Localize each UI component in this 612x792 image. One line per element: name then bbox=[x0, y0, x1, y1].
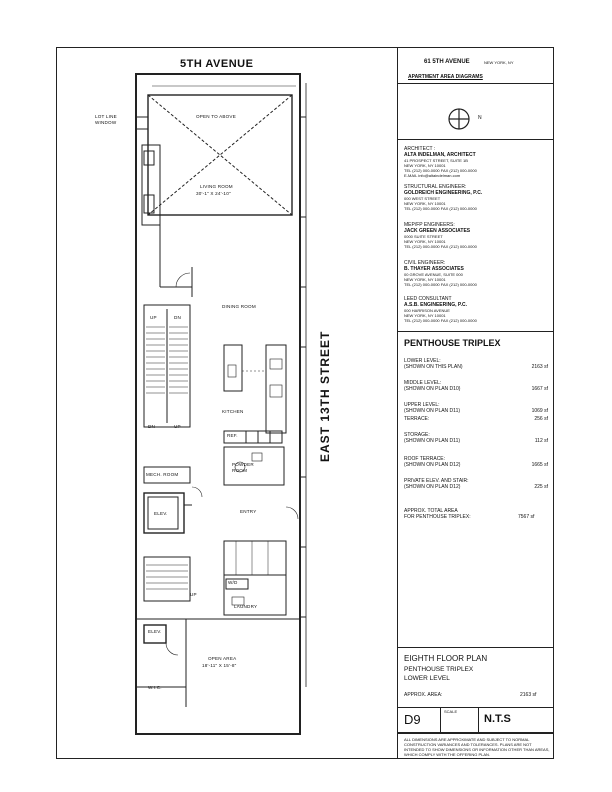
approx-area-label: APPROX. AREA: bbox=[404, 692, 443, 698]
kitchen-label: KITCHEN bbox=[222, 409, 244, 414]
stair-up-label-3: UP bbox=[190, 592, 197, 597]
consultant-structural: STRUCTURAL ENGINEER: GOLDREICH ENGINEERING, P.C. 000 WEST STREET NEW YORK, NY 10001 TEL (212) 000-0000 FAX (212) 000-0000 bbox=[404, 184, 483, 211]
total-area-value: 7567 sf bbox=[518, 514, 535, 520]
wd-label: W/D bbox=[228, 580, 238, 585]
stair-dn-label: DN bbox=[174, 315, 182, 320]
divider bbox=[440, 707, 441, 733]
north-label: N bbox=[478, 115, 482, 121]
stair-up-label: UP bbox=[150, 315, 157, 320]
floor-plan bbox=[56, 47, 397, 759]
open-area-dims: 18'-11" X 15'-8" bbox=[202, 663, 237, 668]
open-to-above-label: OPEN TO ABOVE bbox=[196, 114, 236, 119]
area-row: ROOF TERRACE: (SHOWN ON PLAN D12) 1665 sf bbox=[404, 456, 548, 468]
laundry-label: LAUNDRY bbox=[234, 604, 258, 609]
ref-label: REF. bbox=[227, 433, 238, 438]
mech-room-label: MECH. ROOM bbox=[146, 472, 179, 477]
sheet-subtitle: APARTMENT AREA DIAGRAMS bbox=[408, 74, 483, 80]
approx-area-value: 2163 sf bbox=[520, 692, 537, 698]
elevator-2-label: ELEV. bbox=[148, 629, 162, 634]
consultant-architect: ARCHITECT : ALTA INDELMAN, ARCHITECT 41 PROSPECT STREET, SUITE 1B NEW YORK, NY 10001 TEL (212) 000-0000 FAX (212) 000-0000 E-MAIL info@altaindelman.com bbox=[404, 146, 477, 178]
living-room-dims: 30'-1" X 24'-10" bbox=[196, 191, 231, 196]
scale-label: SCALE bbox=[444, 709, 458, 714]
wic-label: W.I.C. bbox=[148, 685, 162, 690]
elevator-label: ELEV. bbox=[154, 511, 168, 516]
floor-plan-title: EIGHTH FLOOR PLAN bbox=[404, 654, 488, 663]
consultant-mep: MEP/FP ENGINEERS: JACK GREEN ASSOCIATES 0000 SUITE STREET NEW YORK, NY 10001 TEL (212) 000-0000 FAX (212) 000-0000 bbox=[404, 222, 477, 249]
area-row: MIDDLE LEVEL: (SHOWN ON PLAN D10) 1667 sf bbox=[404, 380, 548, 392]
area-row: STORAGE: (SHOWN ON PLAN D11) 112 sf bbox=[404, 432, 548, 444]
project-name: 61 5TH AVENUE bbox=[424, 59, 470, 65]
area-row: PRIVATE ELEV. AND STAIR: (SHOWN ON PLAN D12) 225 sf bbox=[404, 478, 548, 490]
lot-line-window-label: LOT LINE WINDOW bbox=[95, 114, 117, 125]
area-row: UPPER LEVEL: (SHOWN ON PLAN D11) 1069 sf bbox=[404, 402, 548, 414]
consultant-leed: LEED CONSULTANT A.S.B. ENGINEERING, P.C. 000 HARRISON AVENUE NEW YORK, NY 10001 TEL (212) 000-0000 FAX (212) 000-0000 bbox=[404, 296, 477, 323]
area-row: TERRACE: 256 sf bbox=[404, 416, 548, 422]
sheet-number: D9 bbox=[404, 712, 421, 727]
living-room-label: LIVING ROOM bbox=[200, 184, 233, 189]
floor-plan-sub2: LOWER LEVEL bbox=[404, 675, 450, 682]
powder-room-label: POWDER ROOM bbox=[232, 462, 254, 473]
street-5th-avenue: 5TH AVENUE bbox=[180, 58, 254, 70]
disclaimer: ALL DIMENSIONS ARE APPROXIMATE AND SUBJECT TO NORMAL CONSTRUCTION VARIANCES AND TOLERANCES. PLANS ARE NOT INTENDED TO SHOW DIMENSIONS OR INFORMATION OTHER THAN AREAS, WHICH COMPLY WITH THE OFFERING PLAN. bbox=[404, 737, 550, 757]
stair-up-label-2: UP bbox=[174, 424, 181, 429]
scale-value: N.T.S bbox=[484, 713, 511, 725]
project-city: NEW YORK, NY bbox=[484, 60, 514, 65]
area-row: LOWER LEVEL: (SHOWN ON THIS PLAN) 2163 sf bbox=[404, 358, 548, 370]
north-arrow-icon bbox=[446, 106, 476, 132]
open-area-label: OPEN AREA bbox=[208, 656, 237, 661]
street-east-13th: EAST 13TH STREET bbox=[318, 330, 332, 462]
divider bbox=[478, 707, 479, 733]
floor-plan-sub1: PENTHOUSE TRIPLEX bbox=[404, 666, 474, 673]
dining-room-label: DINING ROOM bbox=[222, 304, 256, 309]
consultant-civil: CIVIL ENGINEER: B. THAYER ASSOCIATES 00 GROVE AVENUE, SUITE 000 NEW YORK, NY 10001 TEL (212) 000-0000 FAX (212) 000-0000 bbox=[404, 260, 477, 287]
total-area-label: APPROX. TOTAL AREA FOR PENTHOUSE TRIPLEX: bbox=[404, 508, 471, 520]
unit-title: PENTHOUSE TRIPLEX bbox=[404, 338, 501, 348]
entry-label: ENTRY bbox=[240, 509, 257, 514]
stair-dn-label-2: DN bbox=[148, 424, 156, 429]
